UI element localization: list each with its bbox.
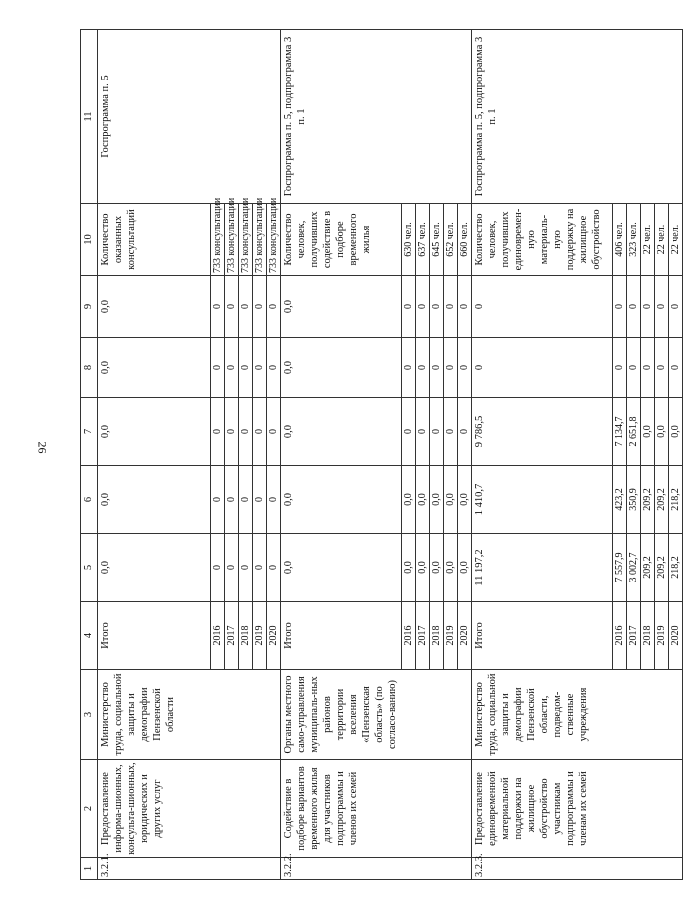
year-cell: 2020	[267, 602, 281, 670]
value-cell: 9 786,5	[472, 398, 613, 466]
value-cell: 0,0	[641, 398, 655, 466]
year-cell: 2019	[655, 602, 669, 670]
value-cell: 0,0	[444, 466, 458, 534]
value-cell: 0,0	[98, 398, 211, 466]
year-cell: 2018	[430, 602, 444, 670]
value-cell: 0	[402, 276, 416, 338]
value-cell: 0	[225, 398, 239, 466]
value-cell: 0	[211, 466, 225, 534]
value-cell: 0	[225, 276, 239, 338]
column-number: 9	[81, 276, 98, 338]
value-cell: 0	[402, 398, 416, 466]
year-cell: Итого	[472, 602, 613, 670]
year-cell: 2019	[253, 602, 267, 670]
value-cell: 0	[430, 276, 444, 338]
value-cell: 0	[430, 398, 444, 466]
value-cell: 0	[239, 466, 253, 534]
column-number: 8	[81, 338, 98, 398]
value-cell: 0	[472, 338, 613, 398]
value-cell: 0	[253, 276, 267, 338]
value-cell: 209,2	[655, 466, 669, 534]
value-cell: 0,0	[98, 338, 211, 398]
year-cell: Итого	[98, 602, 211, 670]
value-cell: 0	[253, 338, 267, 398]
value-cell: 0	[402, 338, 416, 398]
executor: Органы местного само-управления муниципаль-ных районов территории вселения «Пензенская область» (по согласо-ванию)	[281, 670, 472, 760]
value-cell: 0	[239, 338, 253, 398]
value-cell: 3 002,7	[627, 534, 641, 602]
column-number: 11	[81, 30, 98, 204]
value-cell: 423,2	[613, 466, 627, 534]
year-cell: 2017	[225, 602, 239, 670]
value-cell: 0	[416, 398, 430, 466]
value-cell: 1 410,7	[472, 466, 613, 534]
year-cell: 2016	[402, 602, 416, 670]
year-cell: 2019	[444, 602, 458, 670]
year-cell: 2018	[239, 602, 253, 670]
executor: Министерство труда, социальной защиты и демографии Пензенской области	[98, 670, 281, 760]
value-cell: 0	[211, 534, 225, 602]
value-cell: 0,0	[430, 466, 444, 534]
value-cell: 0	[267, 276, 281, 338]
value-cell: 0	[669, 276, 683, 338]
indicator-name: Количество человек, получивших содействие в подборе временного жилья	[281, 204, 402, 276]
value-cell: 0	[225, 338, 239, 398]
value-cell: 0,0	[402, 466, 416, 534]
value-cell: 0	[267, 466, 281, 534]
column-number: 3	[81, 670, 98, 760]
value-cell: 0	[655, 338, 669, 398]
indicator-value: 406 чел.	[613, 204, 627, 276]
value-cell: 0	[444, 338, 458, 398]
column-number: 10	[81, 204, 98, 276]
value-cell: 209,2	[641, 534, 655, 602]
value-cell: 0,0	[655, 398, 669, 466]
indicator-value: 323 чел.	[627, 204, 641, 276]
measure-name: Содействие в подборе вариантов временного жилья для участников подпрограммы и членов их семей	[281, 760, 472, 858]
value-cell: 0,0	[458, 534, 472, 602]
value-cell: 0,0	[669, 398, 683, 466]
value-cell: 0	[416, 338, 430, 398]
value-cell: 0,0	[416, 534, 430, 602]
section-number: 3.2.3.	[472, 858, 683, 880]
table-row	[472, 30, 613, 880]
table-row	[281, 30, 402, 880]
year-cell: 2017	[627, 602, 641, 670]
value-cell: 0	[430, 338, 444, 398]
program-reference: Госпрограмма п. 5, подпрограмма 3 п. 1	[472, 30, 683, 204]
value-cell: 0,0	[458, 466, 472, 534]
value-cell: 0	[239, 276, 253, 338]
indicator-name: Количество оказанных консультаций	[98, 204, 211, 276]
value-cell: 0	[253, 466, 267, 534]
value-cell: 0	[211, 398, 225, 466]
value-cell: 0,0	[402, 534, 416, 602]
indicator-value: 733 консультации	[225, 204, 239, 276]
value-cell: 0	[225, 534, 239, 602]
indicator-value: 733 консультации	[239, 204, 253, 276]
value-cell: 0	[239, 534, 253, 602]
program-reference: Госпрограмма п. 5, подпрограмма 3 п. 1	[281, 30, 472, 204]
value-cell: 350,9	[627, 466, 641, 534]
value-cell: 0	[458, 276, 472, 338]
value-cell: 2 651,8	[627, 398, 641, 466]
indicator-name: Количество человек, получивших единовремен-ную материаль-ную поддержку на жилищное обустройство	[472, 204, 613, 276]
measure-name: Предоставление информа-шионных, консульта-шионных, юридических и других услуг	[98, 760, 281, 858]
value-cell: 0	[267, 534, 281, 602]
indicator-value: 733 консультации	[211, 204, 225, 276]
indicator-value: 22 чел.	[669, 204, 683, 276]
table-body	[81, 30, 683, 880]
value-cell: 0,0	[281, 276, 402, 338]
value-cell: 0,0	[98, 534, 211, 602]
value-cell: 0,0	[98, 466, 211, 534]
value-cell: 0	[655, 276, 669, 338]
value-cell: 0,0	[281, 338, 402, 398]
program-reference: Госпрограмма п. 5	[98, 30, 281, 204]
year-cell: 2017	[416, 602, 430, 670]
program-table	[80, 29, 683, 880]
value-cell: 209,2	[655, 534, 669, 602]
column-number: 4	[81, 602, 98, 670]
year-cell: Итого	[281, 602, 402, 670]
indicator-value: 630 чел.	[402, 204, 416, 276]
value-cell: 0,0	[430, 534, 444, 602]
column-number: 1	[81, 858, 98, 880]
value-cell: 209,2	[641, 466, 655, 534]
year-cell: 2016	[211, 602, 225, 670]
value-cell: 0	[239, 398, 253, 466]
value-cell: 11 197,2	[472, 534, 613, 602]
section-number: 3.2.2.	[281, 858, 472, 880]
value-cell: 0,0	[444, 534, 458, 602]
year-cell: 2018	[641, 602, 655, 670]
column-number: 7	[81, 398, 98, 466]
column-number: 2	[81, 760, 98, 858]
indicator-value: 22 чел.	[641, 204, 655, 276]
indicator-value: 733 консультации	[267, 204, 281, 276]
value-cell: 0	[211, 276, 225, 338]
value-cell: 0	[669, 338, 683, 398]
value-cell: 0	[472, 276, 613, 338]
value-cell: 0	[267, 398, 281, 466]
value-cell: 0	[253, 398, 267, 466]
year-cell: 2016	[613, 602, 627, 670]
value-cell: 0	[641, 338, 655, 398]
page-number: 26	[35, 441, 50, 454]
value-cell: 0,0	[281, 398, 402, 466]
executor: Министерство труда, социальной защиты и демографии Пензенской области, подведом-ственные учреждения	[472, 670, 683, 760]
value-cell: 7 557,9	[613, 534, 627, 602]
rotated-table-container	[80, 30, 681, 880]
value-cell: 0	[641, 276, 655, 338]
year-cell: 2020	[458, 602, 472, 670]
measure-name: Предоставление единовременной материальной поддержки на жилищное обустройство участникам подпрограммы и членам их семей	[472, 760, 683, 858]
value-cell: 0	[267, 338, 281, 398]
indicator-value: 645 чел.	[430, 204, 444, 276]
indicator-value: 733 консультации	[253, 204, 267, 276]
value-cell: 0	[253, 534, 267, 602]
value-cell: 218,2	[669, 466, 683, 534]
value-cell: 0	[458, 338, 472, 398]
value-cell: 0,0	[281, 466, 402, 534]
value-cell: 218,2	[669, 534, 683, 602]
value-cell: 0	[416, 276, 430, 338]
value-cell: 0,0	[416, 466, 430, 534]
indicator-value: 22 чел.	[655, 204, 669, 276]
indicator-value: 660 чел.	[458, 204, 472, 276]
value-cell: 0	[458, 398, 472, 466]
value-cell: 0	[444, 398, 458, 466]
value-cell: 0	[211, 338, 225, 398]
value-cell: 0	[613, 338, 627, 398]
value-cell: 0	[627, 276, 641, 338]
header-row	[81, 30, 98, 880]
column-number: 6	[81, 466, 98, 534]
indicator-value: 637 чел.	[416, 204, 430, 276]
year-cell: 2020	[669, 602, 683, 670]
value-cell: 0	[627, 338, 641, 398]
table-row	[98, 30, 211, 880]
value-cell: 0,0	[281, 534, 402, 602]
indicator-value: 652 чел.	[444, 204, 458, 276]
column-number: 5	[81, 534, 98, 602]
value-cell: 0,0	[98, 276, 211, 338]
value-cell: 0	[613, 276, 627, 338]
value-cell: 7 134,7	[613, 398, 627, 466]
value-cell: 0	[225, 466, 239, 534]
value-cell: 0	[444, 276, 458, 338]
section-number: 3.2.1.	[98, 858, 281, 880]
